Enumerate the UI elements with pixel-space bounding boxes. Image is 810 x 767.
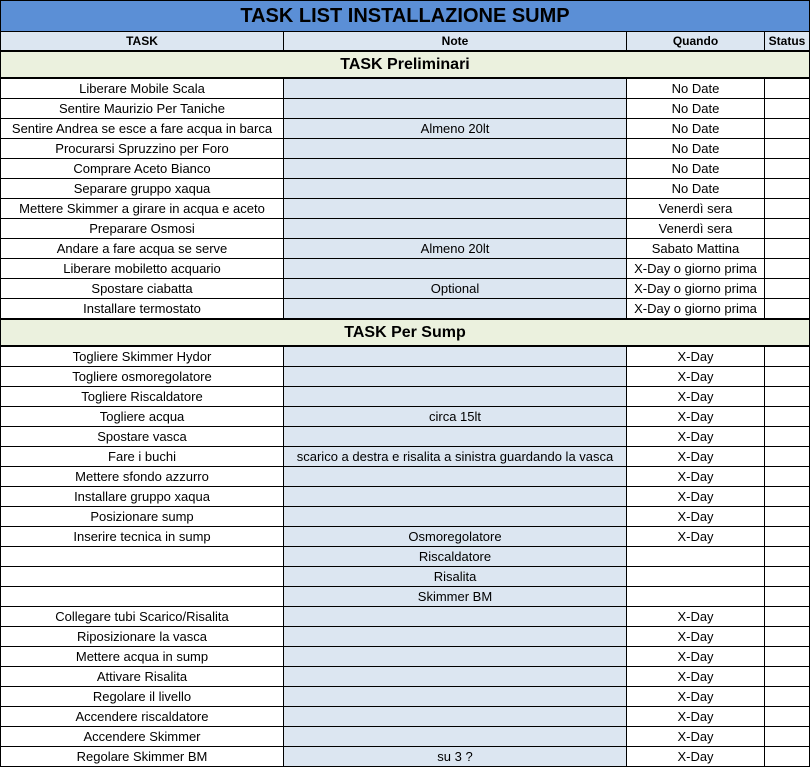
table-row [1, 407, 810, 427]
status-cell[interactable] [765, 607, 810, 627]
status-cell[interactable] [765, 259, 810, 279]
status-cell[interactable] [765, 119, 810, 139]
column-header-status[interactable]: Status [765, 32, 810, 52]
table-row [1, 467, 810, 487]
task-cell[interactable]: Attivare Risalita [1, 667, 284, 687]
status-cell[interactable] [765, 547, 810, 567]
status-cell[interactable] [765, 219, 810, 239]
column-header-when[interactable]: Quando [627, 32, 765, 52]
note-cell[interactable] [284, 627, 627, 647]
note-cell[interactable]: Almeno 20lt [284, 119, 627, 139]
when-cell[interactable]: X-Day o giorno prima [627, 299, 765, 320]
when-cell[interactable]: X-Day [627, 747, 765, 767]
task-cell[interactable]: Collegare tubi Scarico/Risalita [1, 607, 284, 627]
status-cell[interactable] [765, 139, 810, 159]
task-cell[interactable]: Mettere Skimmer a girare in acqua e aceto [1, 199, 284, 219]
table-row [1, 527, 810, 547]
when-cell[interactable]: X-Day o giorno prima [627, 259, 765, 279]
task-cell[interactable]: Regolare Skimmer BM [1, 747, 284, 767]
when-cell[interactable]: No Date [627, 139, 765, 159]
note-cell[interactable] [284, 467, 627, 487]
status-cell[interactable] [765, 346, 810, 367]
task-cell[interactable]: Spostare ciabatta [1, 279, 284, 299]
when-cell[interactable]: X-Day [627, 727, 765, 747]
task-cell[interactable]: Spostare vasca [1, 427, 284, 447]
task-cell[interactable]: Posizionare sump [1, 507, 284, 527]
when-cell[interactable]: X-Day [627, 467, 765, 487]
table-row [1, 727, 810, 747]
table-row [1, 199, 810, 219]
task-cell[interactable]: Accendere Skimmer [1, 727, 284, 747]
table-row [1, 667, 810, 687]
note-cell[interactable] [284, 139, 627, 159]
note-cell[interactable] [284, 387, 627, 407]
note-cell[interactable]: Riscaldatore [284, 547, 627, 567]
status-cell[interactable] [765, 587, 810, 607]
when-cell[interactable]: No Date [627, 119, 765, 139]
status-cell[interactable] [765, 647, 810, 667]
table-row [1, 587, 810, 607]
note-cell[interactable]: scarico a destra e risalita a sinistra guardando la vasca [284, 447, 627, 467]
task-cell[interactable]: Sentire Andrea se esce a fare acqua in barca [1, 119, 284, 139]
status-cell[interactable] [765, 367, 810, 387]
table-row [1, 219, 810, 239]
note-cell[interactable] [284, 667, 627, 687]
task-cell[interactable]: Liberare mobiletto acquario [1, 259, 284, 279]
task-cell[interactable]: Fare i buchi [1, 447, 284, 467]
when-cell[interactable] [627, 567, 765, 587]
task-cell[interactable]: Mettere acqua in sump [1, 647, 284, 667]
table-row [1, 427, 810, 447]
table-row [1, 299, 810, 320]
status-cell[interactable] [765, 707, 810, 727]
column-header-task[interactable]: TASK [1, 32, 284, 52]
status-cell[interactable] [765, 179, 810, 199]
note-cell[interactable] [284, 727, 627, 747]
table-row [1, 367, 810, 387]
when-cell[interactable] [627, 587, 765, 607]
note-cell[interactable] [284, 367, 627, 387]
when-cell[interactable]: No Date [627, 99, 765, 119]
status-cell[interactable] [765, 239, 810, 259]
note-cell[interactable] [284, 487, 627, 507]
note-cell[interactable] [284, 507, 627, 527]
task-cell[interactable]: Inserire tecnica in sump [1, 527, 284, 547]
task-cell[interactable]: Accendere riscaldatore [1, 707, 284, 727]
note-cell[interactable] [284, 687, 627, 707]
when-cell[interactable]: X-Day [627, 687, 765, 707]
when-cell[interactable] [627, 547, 765, 567]
note-cell[interactable] [284, 159, 627, 179]
sheet-title[interactable]: TASK LIST INSTALLAZIONE SUMP [1, 1, 810, 32]
task-cell[interactable]: Riposizionare la vasca [1, 627, 284, 647]
task-cell[interactable]: Installare gruppo xaqua [1, 487, 284, 507]
when-cell[interactable]: X-Day [627, 607, 765, 627]
note-cell[interactable]: Risalita [284, 567, 627, 587]
when-cell[interactable]: X-Day [627, 667, 765, 687]
table-row [1, 346, 810, 367]
status-cell[interactable] [765, 427, 810, 447]
table-row [1, 99, 810, 119]
task-cell[interactable]: Sentire Maurizio Per Taniche [1, 99, 284, 119]
when-cell[interactable]: X-Day [627, 647, 765, 667]
table-row [1, 547, 810, 567]
note-cell[interactable]: Optional [284, 279, 627, 299]
table-row [1, 627, 810, 647]
status-cell[interactable] [765, 299, 810, 320]
when-cell[interactable]: X-Day [627, 527, 765, 547]
header-row [1, 32, 810, 52]
column-header-note[interactable]: Note [284, 32, 627, 52]
when-cell[interactable]: X-Day [627, 707, 765, 727]
status-cell[interactable] [765, 727, 810, 747]
note-cell[interactable] [284, 99, 627, 119]
status-cell[interactable] [765, 747, 810, 767]
table-row [1, 179, 810, 199]
note-cell[interactable] [284, 299, 627, 320]
task-cell[interactable]: Andare a fare acqua se serve [1, 239, 284, 259]
when-cell[interactable]: Venerdì sera [627, 219, 765, 239]
table-row [1, 567, 810, 587]
title-row [1, 1, 810, 32]
table-row [1, 239, 810, 259]
task-cell[interactable]: Togliere Riscaldatore [1, 387, 284, 407]
when-cell[interactable]: X-Day [627, 487, 765, 507]
task-cell[interactable]: Togliere osmoregolatore [1, 367, 284, 387]
task-cell[interactable]: Installare termostato [1, 299, 284, 320]
status-cell[interactable] [765, 687, 810, 707]
table-row [1, 687, 810, 707]
when-cell[interactable]: Venerdì sera [627, 199, 765, 219]
status-cell[interactable] [765, 447, 810, 467]
note-cell[interactable] [284, 607, 627, 627]
task-cell[interactable]: Mettere sfondo azzurro [1, 467, 284, 487]
status-cell[interactable] [765, 567, 810, 587]
table-row [1, 159, 810, 179]
note-cell[interactable] [284, 199, 627, 219]
when-cell[interactable]: X-Day o giorno prima [627, 279, 765, 299]
note-cell[interactable]: circa 15lt [284, 407, 627, 427]
table-row [1, 447, 810, 467]
when-cell[interactable]: X-Day [627, 627, 765, 647]
table-row [1, 387, 810, 407]
section-header-row [1, 319, 810, 346]
status-cell[interactable] [765, 507, 810, 527]
note-cell[interactable]: Osmoregolatore [284, 527, 627, 547]
note-cell[interactable] [284, 346, 627, 367]
when-cell[interactable]: No Date [627, 78, 765, 99]
when-cell[interactable]: No Date [627, 179, 765, 199]
note-cell[interactable] [284, 707, 627, 727]
note-cell[interactable] [284, 259, 627, 279]
when-cell[interactable]: Sabato Mattina [627, 239, 765, 259]
table-row [1, 707, 810, 727]
status-cell[interactable] [765, 667, 810, 687]
when-cell[interactable]: X-Day [627, 387, 765, 407]
note-cell[interactable] [284, 219, 627, 239]
task-cell[interactable]: Procurarsi Spruzzino per Foro [1, 139, 284, 159]
when-cell[interactable]: X-Day [627, 367, 765, 387]
task-cell[interactable]: Togliere Skimmer Hydor [1, 346, 284, 367]
task-cell[interactable]: Comprare Aceto Bianco [1, 159, 284, 179]
status-cell[interactable] [765, 387, 810, 407]
status-cell[interactable] [765, 99, 810, 119]
table-row [1, 139, 810, 159]
table-row [1, 259, 810, 279]
section-title[interactable]: TASK Preliminari [1, 51, 810, 78]
table-row [1, 119, 810, 139]
when-cell[interactable]: X-Day [627, 407, 765, 427]
when-cell[interactable]: No Date [627, 159, 765, 179]
section-header-row [1, 51, 810, 78]
task-cell[interactable] [1, 567, 284, 587]
task-cell[interactable]: Togliere acqua [1, 407, 284, 427]
status-cell[interactable] [765, 199, 810, 219]
task-cell[interactable]: Preparare Osmosi [1, 219, 284, 239]
note-cell[interactable] [284, 427, 627, 447]
status-cell[interactable] [765, 627, 810, 647]
table-row [1, 487, 810, 507]
when-cell[interactable]: X-Day [627, 507, 765, 527]
table-row [1, 607, 810, 627]
when-cell[interactable]: X-Day [627, 346, 765, 367]
status-cell[interactable] [765, 487, 810, 507]
table-row [1, 507, 810, 527]
table-row [1, 279, 810, 299]
status-cell[interactable] [765, 78, 810, 99]
table-row [1, 747, 810, 767]
task-cell[interactable] [1, 547, 284, 567]
when-cell[interactable]: X-Day [627, 447, 765, 467]
when-cell[interactable]: X-Day [627, 427, 765, 447]
status-cell[interactable] [765, 527, 810, 547]
status-cell[interactable] [765, 407, 810, 427]
status-cell[interactable] [765, 159, 810, 179]
task-cell[interactable]: Regolare il livello [1, 687, 284, 707]
status-cell[interactable] [765, 467, 810, 487]
note-cell[interactable] [284, 179, 627, 199]
note-cell[interactable]: Skimmer BM [284, 587, 627, 607]
table-row [1, 647, 810, 667]
note-cell[interactable]: su 3 ? [284, 747, 627, 767]
note-cell[interactable] [284, 78, 627, 99]
note-cell[interactable]: Almeno 20lt [284, 239, 627, 259]
task-cell[interactable] [1, 587, 284, 607]
section-title[interactable]: TASK Per Sump [1, 319, 810, 346]
note-cell[interactable] [284, 647, 627, 667]
task-cell[interactable]: Liberare Mobile Scala [1, 78, 284, 99]
task-cell[interactable]: Separare gruppo xaqua [1, 179, 284, 199]
status-cell[interactable] [765, 279, 810, 299]
table-row [1, 78, 810, 99]
